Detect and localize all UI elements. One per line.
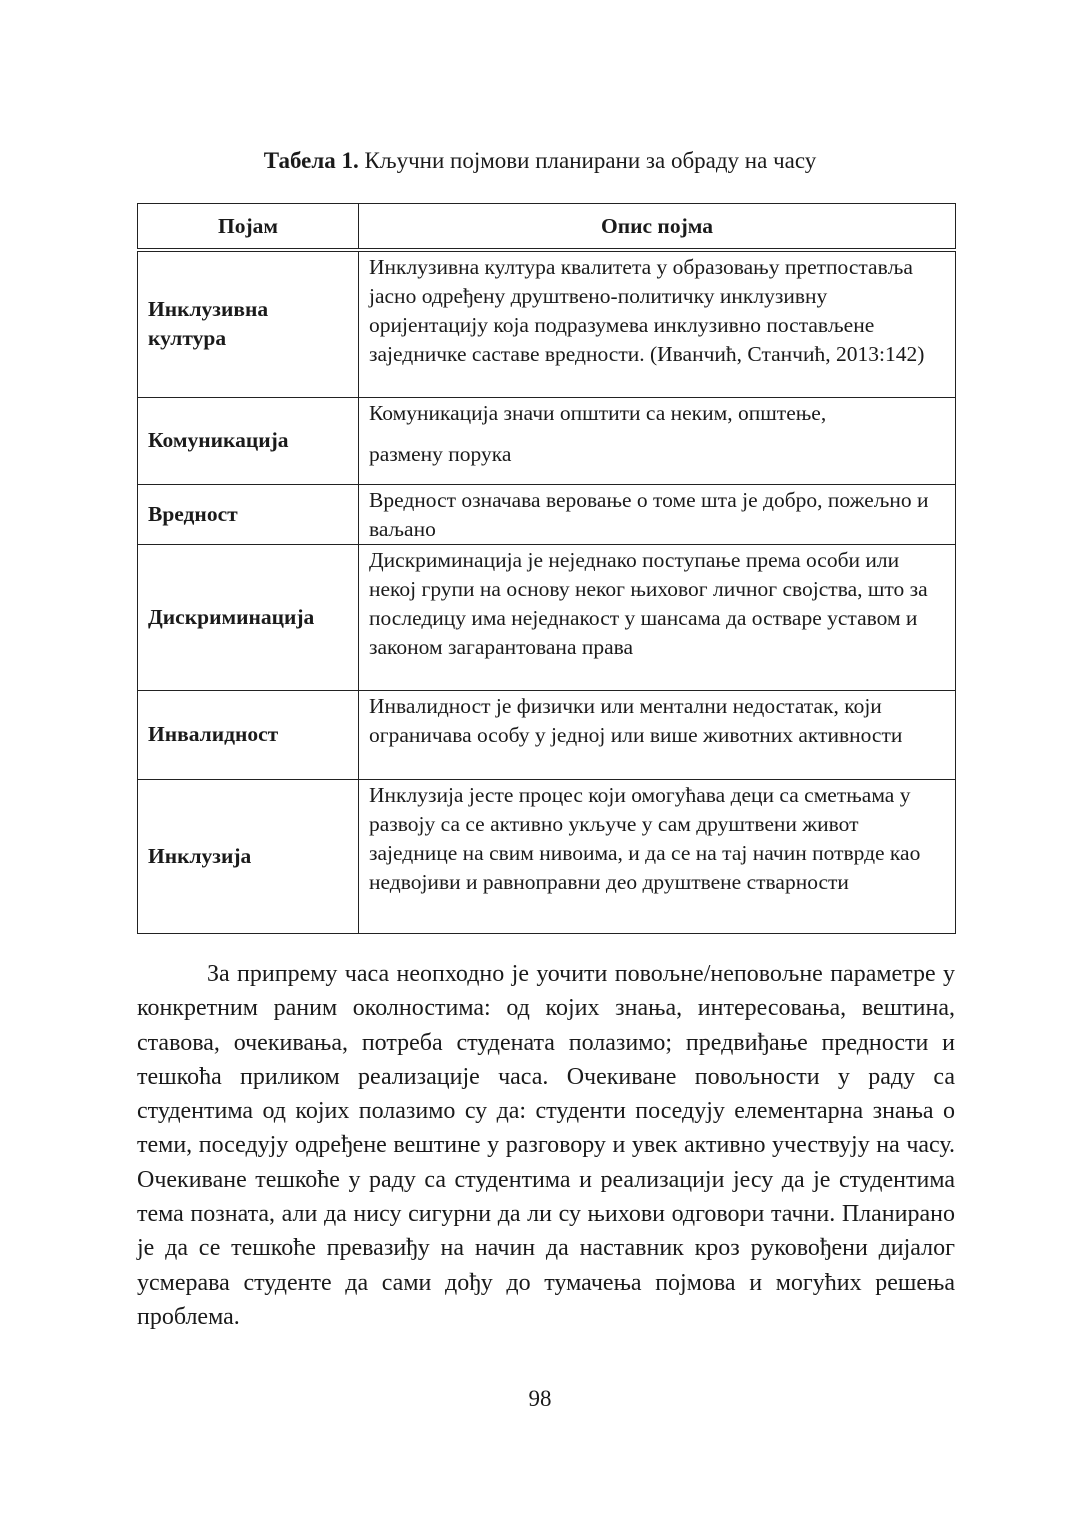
body-paragraph-text: За припрему часа неопходно је уочити повољне/неповољне параметре у конкретним раним околностима: од којих знања, интересовања, вештина, ставова, очекивања, потреба студената полазимо; предвиђање предности и тешкоћа приликом реализације часа. Очекиване повољности у раду са студентима од којих полазимо су да: студенти поседују елементарна знања о теми, поседују одређене вештине у разговору и увек активно учествују на часу. Очекиване тешкоће у раду са студентима и реализацији јесу да је студентима тема позната, али да нису сигурни да ли су њихови одговори тачни. Планирано је да се тешкоће превазиђу на начин да наставник кроз руковођени дијалог усмерава студенте да сами дођу до тумачења појмова и могућих решења проблема. bbox=[137, 961, 955, 1330]
description-cell bbox=[359, 397, 956, 484]
term-cell: Дискриминација bbox=[138, 544, 359, 690]
table-caption-label: Табела 1. bbox=[263, 148, 359, 173]
description-cell: Дискриминација је неједнако поступање према особи или некој групи на основу неког њиховог личног својства, што за последицу има неједнакост у шансама да остваре уставом и законом загарантована права bbox=[359, 544, 956, 690]
header-description: Опис појма bbox=[359, 204, 956, 251]
table-row bbox=[138, 484, 956, 544]
description-cell: Вредност означава веровање о томе шта је добро, пожељно и ваљано bbox=[359, 484, 956, 544]
header-term: Појам bbox=[138, 204, 359, 251]
body-paragraph bbox=[137, 957, 955, 1334]
table-header-row bbox=[138, 204, 956, 251]
table-row bbox=[138, 779, 956, 933]
terms-table-container bbox=[137, 203, 955, 934]
description-line: размену порука bbox=[369, 441, 512, 466]
terms-table bbox=[137, 203, 956, 934]
page-number: 98 bbox=[528, 1386, 552, 1411]
term-cell: Вредност bbox=[138, 484, 359, 544]
description-cell: Инвалидност је физички или ментални недостатак, који ограничава особу у једној или више животних активности bbox=[359, 690, 956, 779]
table-row bbox=[138, 397, 956, 484]
description-cell: Инклузија јесте процес који омогућава деци са сметњама у развоју са се активно укључе у сам друштвени живот заједнице на свим нивоима, и да се на тај начин потврде као недвојиви и равноправни део друштвене стварности bbox=[359, 779, 956, 933]
table-row bbox=[138, 250, 956, 397]
term-cell: Инклузија bbox=[138, 779, 359, 933]
description-line: Комуникација значи општити са неким, општење, bbox=[369, 400, 827, 425]
term-cell: Комуникација bbox=[138, 397, 359, 484]
term-cell: Инклузивна култура bbox=[138, 250, 359, 397]
table-caption-text: Кључни појмови планирани за обраду на часу bbox=[358, 148, 817, 173]
table-row bbox=[138, 690, 956, 779]
term-cell: Инвалидност bbox=[138, 690, 359, 779]
description-cell: Инклузивна култура квалитета у образовању претпоставља јасно одређену друштвено-политичку инклузивну оријентацију која подразумева инклузивно постављене заједничке саставе вредности. (Иванчић, Станчић, 2013:142) bbox=[359, 250, 956, 397]
table-row bbox=[138, 544, 956, 690]
table-caption bbox=[0, 145, 1080, 177]
